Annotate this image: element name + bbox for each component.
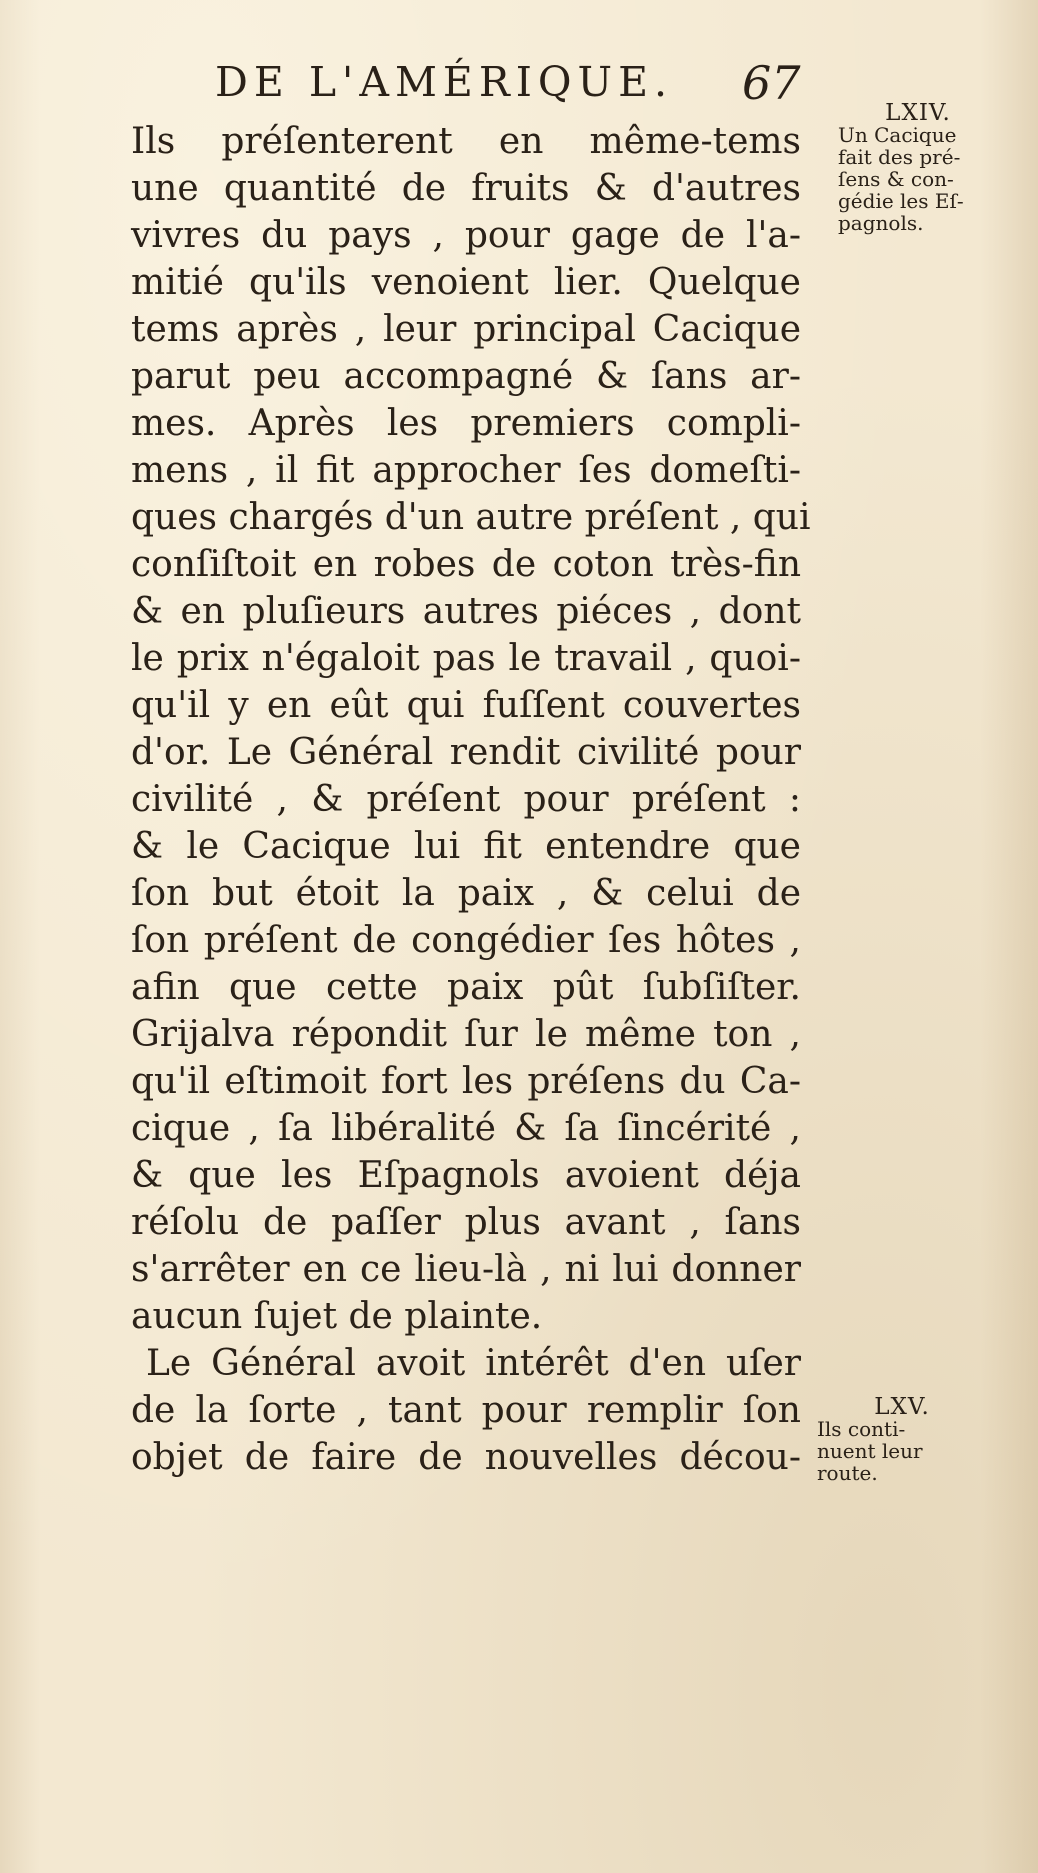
text-line: cique , ſa libéralité & ſa ſincérité ,: [131, 1108, 801, 1149]
text-line: tems après , leur principal Cacique: [131, 309, 801, 350]
text-line: conſiſtoit en robes de coton très-fin: [131, 544, 801, 585]
text-line: de la ſorte , tant pour remplir ſon: [131, 1390, 801, 1431]
text-line: ques chargés d'un autre préſent , qui: [131, 497, 811, 538]
margin-note-line: ſens & con-: [838, 167, 954, 191]
text-line: & le Cacique lui fit entendre que: [131, 826, 801, 867]
text-line: réſolu de paſſer plus avant , ſans: [131, 1202, 801, 1243]
text-line: civilité , & préſent pour préſent :: [131, 779, 801, 820]
text-line: Ils préſenterent en même-tems: [131, 121, 801, 162]
margin-note-lxiv: [838, 102, 998, 234]
text-line: mitié qu'ils venoient lier. Quelque: [131, 262, 801, 303]
text-line: afin que cette paix pût ſubſiſter.: [131, 967, 801, 1008]
margin-note-lxv: [817, 1396, 987, 1484]
margin-note-line: pagnols.: [838, 211, 924, 235]
margin-note-line: gédie les Eſ-: [838, 189, 964, 213]
text-line: mes. Après les premiers compli-: [131, 403, 801, 444]
text-line: ſon but étoit la paix , & celui de: [131, 873, 801, 914]
text-line: parut peu accompagné & ſans ar-: [131, 356, 801, 397]
text-line: une quantité de fruits & d'autres: [131, 168, 801, 209]
margin-note-line: route.: [817, 1461, 878, 1485]
text-line: & en pluſieurs autres piéces , dont: [131, 591, 801, 632]
margin-note-line: Ils conti-: [817, 1417, 906, 1441]
margin-note-number: LXIV.: [885, 100, 951, 126]
margin-note-line: fait des pré-: [838, 145, 961, 169]
body-text: [131, 118, 811, 1481]
margin-note-number: LXV.: [874, 1394, 930, 1420]
text-line: qu'il eſtimoit fort les préſens du Ca-: [131, 1061, 801, 1102]
page-number: 67: [742, 56, 801, 110]
margin-note-line: Un Cacique: [838, 123, 957, 147]
text-line: aucun ſujet de plainte.: [131, 1296, 543, 1337]
text-line: mens , il fit approcher ſes domeſti-: [131, 450, 801, 491]
running-head: [215, 58, 815, 118]
text-line: & que les Eſpagnols avoient déja: [131, 1155, 801, 1196]
margin-note-line: nuent leur: [817, 1439, 923, 1463]
text-line: Le Général avoit intérêt d'en uſer: [146, 1343, 801, 1384]
text-line: vivres du pays , pour gage de l'a-: [131, 215, 801, 256]
text-line: le prix n'égaloit pas le travail , quoi-: [131, 638, 801, 679]
running-head-title: DE L'AMÉRIQUE.: [215, 58, 674, 106]
text-line: d'or. Le Général rendit civilité pour: [131, 732, 801, 773]
text-line: objet de faire de nouvelles décou-: [131, 1437, 801, 1478]
text-line: qu'il y en eût qui fuſſent couvertes: [131, 685, 801, 726]
text-line: ſon préſent de congédier ſes hôtes ,: [131, 920, 801, 961]
text-line: Grijalva répondit ſur le même ton ,: [131, 1014, 801, 1055]
text-line: s'arrêter en ce lieu-là , ni lui donner: [131, 1249, 801, 1290]
